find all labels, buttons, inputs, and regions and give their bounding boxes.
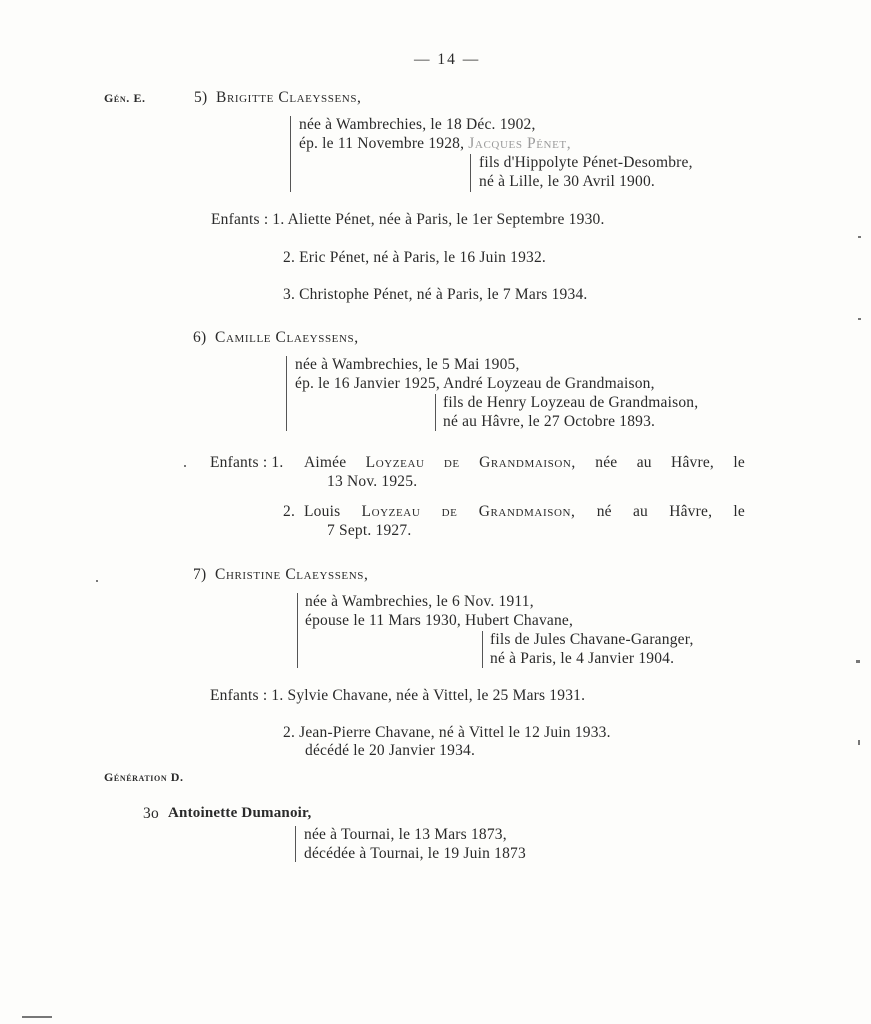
death-line: décédée à Tournai, le 19 Juin 1873: [304, 845, 526, 862]
marriage-line: épouse le 11 Mars 1930, Hubert Chavane,: [305, 612, 574, 629]
person-name-antoinette: Antoinette Dumanoir,: [168, 805, 312, 821]
bracket-line: [297, 593, 298, 668]
spouse-birth-line: né à Lille, le 30 Avril 1900.: [479, 173, 655, 190]
birth-line: née à Tournai, le 13 Mars 1873,: [304, 826, 507, 843]
bracket-line: [290, 116, 291, 192]
bracket-line: [295, 826, 296, 862]
children-line: Enfants : 1. Sylvie Chavane, née à Vittel, le 25 Mars 1931.: [210, 687, 586, 704]
children-line: Enfants : 1. Aliette Pénet, née à Paris, le 1er Septembre 1930.: [211, 211, 605, 228]
spouse-birth-line: né à Paris, le 4 Janvier 1904.: [490, 650, 675, 667]
children-intro: Enfants : 1.: [210, 454, 284, 471]
scan-speck: [856, 660, 860, 663]
entry-number: 5): [194, 89, 208, 106]
birth-line: née à Wambrechies, le 18 Déc. 1902,: [299, 116, 536, 133]
entry-number: 6): [193, 329, 207, 346]
bracket-line: [470, 154, 471, 192]
spouse-father-line: fils de Henry Loyzeau de Grandmaison,: [443, 394, 699, 411]
entry-number: 7): [193, 566, 207, 583]
entry-number: 3o: [143, 805, 159, 822]
spouse-birth-line: né au Hâvre, le 27 Octobre 1893.: [443, 413, 656, 430]
spouse-father-line: fils d'Hippolyte Pénet-Desombre,: [479, 154, 693, 171]
child-line-cont: 7 Sept. 1927.: [327, 522, 412, 539]
scan-speck: [96, 580, 98, 582]
scan-speck: [184, 465, 186, 467]
scan-edge: [22, 1016, 52, 1018]
bracket-line: [482, 631, 483, 668]
birth-line: née à Wambrechies, le 5 Mai 1905,: [295, 356, 520, 373]
children-line: 2. Jean-Pierre Chavane, né à Vittel le 12 Juin 1933.: [283, 724, 611, 741]
person-name-christine: Christine Claeyssens,: [215, 566, 369, 583]
scan-speck: [858, 740, 860, 745]
child-line-justified: Louis Loyzeau de Grandmaison, né au Hâvre, le: [304, 503, 745, 520]
marriage-line: ép. le 16 Janvier 1925, André Loyzeau de Grandmaison,: [295, 375, 655, 392]
page-number: — 14 —: [414, 51, 481, 68]
children-line: 3. Christophe Pénet, né à Paris, le 7 Mars 1934.: [283, 286, 588, 303]
birth-line: née à Wambrechies, le 6 Nov. 1911,: [305, 593, 534, 610]
child-line-cont: 13 Nov. 1925.: [327, 473, 418, 490]
person-name-camille: Camille Claeyssens,: [215, 329, 359, 346]
scan-speck: [858, 236, 861, 238]
marriage-line: ép. le 11 Novembre 1928, Jacques Pénet,: [299, 135, 572, 152]
children-line: décédé le 20 Janvier 1934.: [305, 742, 476, 759]
bracket-line: [435, 394, 436, 431]
children-intro: 2.: [283, 503, 296, 520]
generation-d-label: Génération D.: [104, 770, 184, 784]
bracket-line: [286, 356, 287, 431]
spouse-father-line: fils de Jules Chavane-Garanger,: [490, 631, 694, 648]
child-line-justified: Aimée Loyzeau de Grandmaison, née au Hâvre, le: [304, 454, 745, 471]
person-name-brigitte: Brigitte Claeyssens,: [216, 89, 362, 106]
scan-speck: [858, 318, 861, 320]
generation-e-label: Gén. E.: [104, 91, 146, 105]
children-line: 2. Eric Pénet, né à Paris, le 16 Juin 1932.: [283, 249, 547, 266]
